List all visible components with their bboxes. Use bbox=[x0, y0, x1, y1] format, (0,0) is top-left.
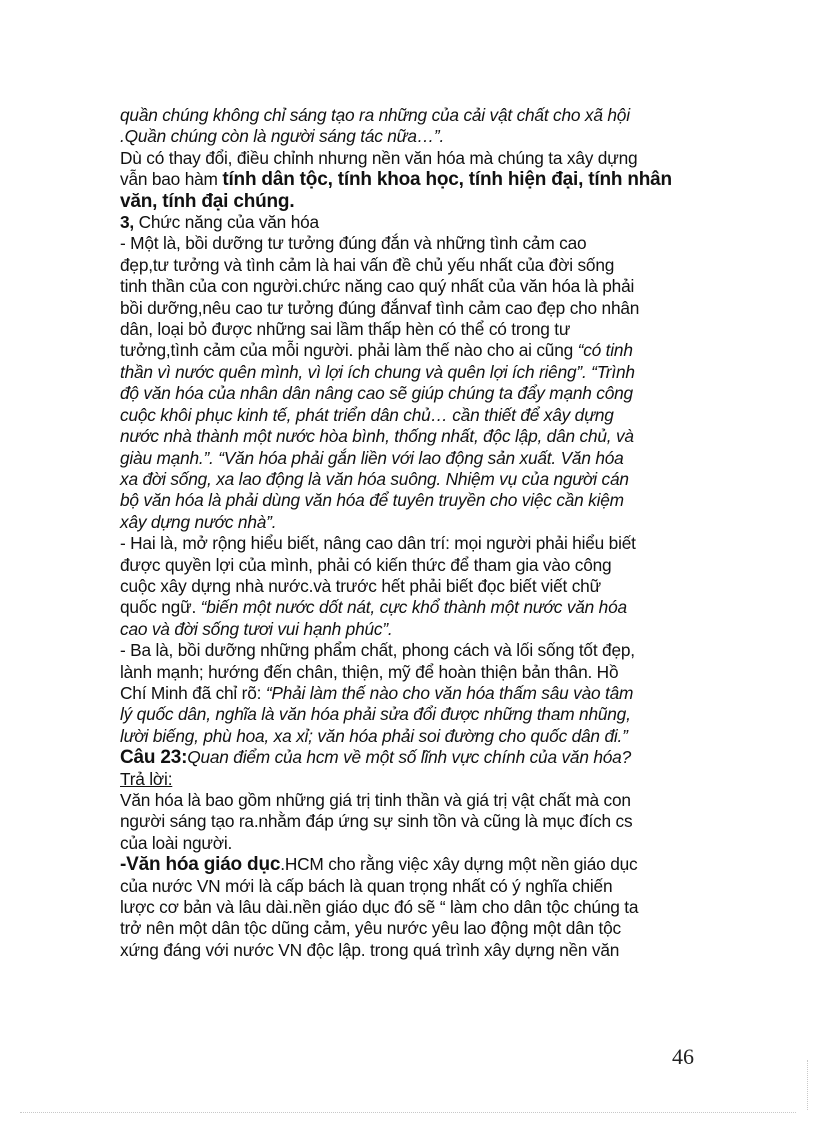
text-segment: văn, tính đại chúng. bbox=[120, 190, 295, 212]
text-segment: nước nhà thành một nước hòa bình, thống nhất, độc lập, dân chủ, và bbox=[120, 426, 634, 447]
text-line bbox=[120, 105, 720, 126]
text-segment: Quan điểm của hcm về một số lĩnh vực chính của văn hóa? bbox=[187, 747, 631, 768]
text-segment: bộ văn hóa là phải dùng văn hóa để tuyên truyền cho việc cần kiệm bbox=[120, 490, 624, 511]
text-segment: quốc ngữ. bbox=[120, 597, 201, 618]
text-line bbox=[120, 233, 720, 254]
text-line bbox=[120, 811, 720, 832]
text-segment: Câu 23: bbox=[120, 747, 188, 769]
text-line bbox=[120, 747, 720, 768]
text-segment: tính dân tộc, tính khoa học, tính hiện đại, tính nhân bbox=[222, 169, 672, 191]
text-segment: Chức năng của văn hóa bbox=[134, 212, 319, 233]
text-segment: của nước VN mới là cấp bách là quan trọng nhất có ý nghĩa chiến bbox=[120, 875, 613, 896]
text-segment: “biến một nước dốt nát, cực khổ thành một nước văn hóa bbox=[200, 597, 627, 618]
text-line bbox=[120, 169, 720, 190]
page-number: 46 bbox=[672, 1044, 694, 1069]
text-line bbox=[120, 405, 720, 426]
document-body bbox=[120, 105, 720, 961]
text-segment: cuộc khôi phục kinh tế, phát triển dân chủ… cần thiết để xây dựng bbox=[120, 404, 614, 425]
text-line bbox=[120, 191, 720, 212]
text-line bbox=[120, 319, 720, 340]
text-line bbox=[120, 576, 720, 597]
text-line bbox=[120, 876, 720, 897]
text-line bbox=[120, 448, 720, 469]
text-line bbox=[120, 490, 720, 511]
text-segment: - Ba là, bồi dưỡng những phẩm chất, phong cách và lối sống tốt đẹp, bbox=[120, 640, 635, 661]
text-segment: “có tinh bbox=[577, 340, 633, 361]
text-line bbox=[120, 383, 720, 404]
text-segment: - Hai là, mở rộng hiểu biết, nâng cao dân trí: mọi người phải hiểu biết bbox=[120, 533, 636, 554]
text-line bbox=[120, 662, 720, 683]
text-segment: trở nên một dân tộc dũng cảm, yêu nước yêu lao động một dân tộc bbox=[120, 918, 622, 939]
text-segment: .HCM cho rằng việc xây dựng một nền giáo dục bbox=[280, 854, 638, 875]
text-segment: xa đời sống, xa lao động là văn hóa suông. Nhiệm vụ của người cán bbox=[120, 468, 629, 489]
text-segment: được quyền lợi của mình, phải có kiến thức để tham gia vào công bbox=[120, 554, 612, 575]
text-segment: người sáng tạo ra.nhằm đáp ứng sự sinh tồn và cũng là mục đích cs bbox=[120, 811, 633, 832]
text-line bbox=[120, 940, 720, 961]
text-line bbox=[120, 619, 720, 640]
text-line bbox=[120, 469, 720, 490]
text-line bbox=[120, 918, 720, 939]
text-segment: 3, bbox=[120, 212, 135, 233]
text-line bbox=[120, 897, 720, 918]
text-line bbox=[120, 512, 720, 533]
text-segment: Trả lời: bbox=[120, 768, 173, 789]
text-segment: xứng đáng với nước VN độc lập. trong quá trình xây dựng nền văn bbox=[120, 939, 620, 960]
text-segment: -Văn hóa giáo dục bbox=[120, 854, 281, 876]
text-segment: cao và đời sống tươi vui hạnh phúc”. bbox=[120, 618, 393, 639]
text-line bbox=[120, 298, 720, 319]
text-line bbox=[120, 640, 720, 661]
text-segment: của loài người. bbox=[120, 832, 233, 853]
text-line bbox=[120, 790, 720, 811]
text-segment: cuộc xây dựng nhà nước.và trước hết phải biết đọc biết viết chữ bbox=[120, 575, 601, 596]
text-segment: xây dựng nước nhà”. bbox=[120, 511, 277, 532]
text-segment: - Một là, bồi dưỡng tư tưởng đúng đắn và những tình cảm cao bbox=[120, 233, 587, 254]
text-segment: lành mạnh; hướng đến chân, thiện, mỹ để hoàn thiện bản thân. Hồ bbox=[120, 661, 619, 682]
text-line bbox=[120, 533, 720, 554]
text-line bbox=[120, 833, 720, 854]
text-line bbox=[120, 597, 720, 618]
page-bottom-border bbox=[20, 1112, 796, 1113]
text-segment: dân, loại bỏ được những sai lầm thấp hèn có thể có trong tư bbox=[120, 319, 571, 340]
text-segment: Văn hóa là bao gồm những giá trị tinh thần và giá trị vật chất mà con bbox=[120, 790, 631, 810]
text-segment: đẹp,tư tưởng và tình cảm là hai vấn đề chủ yếu nhất của đời sống bbox=[120, 254, 615, 275]
text-segment: lý quốc dân, nghĩa là văn hóa phải sửa đổi được những tham nhũng, bbox=[120, 704, 631, 725]
text-line bbox=[120, 726, 720, 747]
text-line bbox=[120, 126, 720, 147]
text-line bbox=[120, 212, 720, 233]
text-line bbox=[120, 704, 720, 725]
text-line bbox=[120, 854, 720, 875]
text-segment: bồi dưỡng,nêu cao tư tưởng đúng đắnvaf tình cảm cao đẹp cho nhân bbox=[120, 297, 640, 318]
text-segment: tưởng,tình cảm của mỗi người. phải làm thế nào cho ai cũng bbox=[120, 340, 578, 361]
text-segment: Dù có thay đổi, điều chỉnh nhưng nền văn hóa mà chúng ta xây dựng bbox=[120, 147, 638, 168]
text-line bbox=[120, 555, 720, 576]
text-segment: lười biếng, phù hoa, xa xỉ; văn hóa phải soi đường cho quốc dân đi.” bbox=[120, 725, 628, 746]
text-segment: quần chúng không chỉ sáng tạo ra những của cải vật chất cho xã hội bbox=[120, 105, 630, 125]
text-segment: thần vì nước quên mình, vì lợi ích chung và quên lợi ích riêng”. “Trình bbox=[120, 361, 635, 382]
text-segment: “Phải làm thế nào cho văn hóa thấm sâu vào tâm bbox=[265, 682, 634, 703]
text-line bbox=[120, 426, 720, 447]
text-segment: .Quần chúng còn là người sáng tác nữa…”. bbox=[120, 126, 445, 147]
text-segment: lược cơ bản và lâu dài.nền giáo dục đó sẽ “ làm cho dân tộc chúng ta bbox=[120, 897, 639, 918]
text-segment: giàu mạnh.”. “Văn hóa phải gắn liền với lao động sản xuất. Văn hóa bbox=[120, 447, 624, 468]
text-line bbox=[120, 340, 720, 361]
text-line bbox=[120, 148, 720, 169]
text-line bbox=[120, 255, 720, 276]
text-segment: độ văn hóa của nhân dân nâng cao sẽ giúp chúng ta đẩy mạnh công bbox=[120, 383, 633, 404]
text-segment: vẫn bao hàm bbox=[120, 169, 223, 190]
text-line bbox=[120, 276, 720, 297]
text-line bbox=[120, 362, 720, 383]
page-right-border bbox=[807, 1060, 808, 1110]
text-line bbox=[120, 683, 720, 704]
text-segment: Chí Minh đã chỉ rõ: bbox=[120, 682, 266, 703]
text-segment: tinh thần của con người.chức năng cao quý nhất của văn hóa là phải bbox=[120, 276, 635, 297]
text-line bbox=[120, 769, 720, 790]
